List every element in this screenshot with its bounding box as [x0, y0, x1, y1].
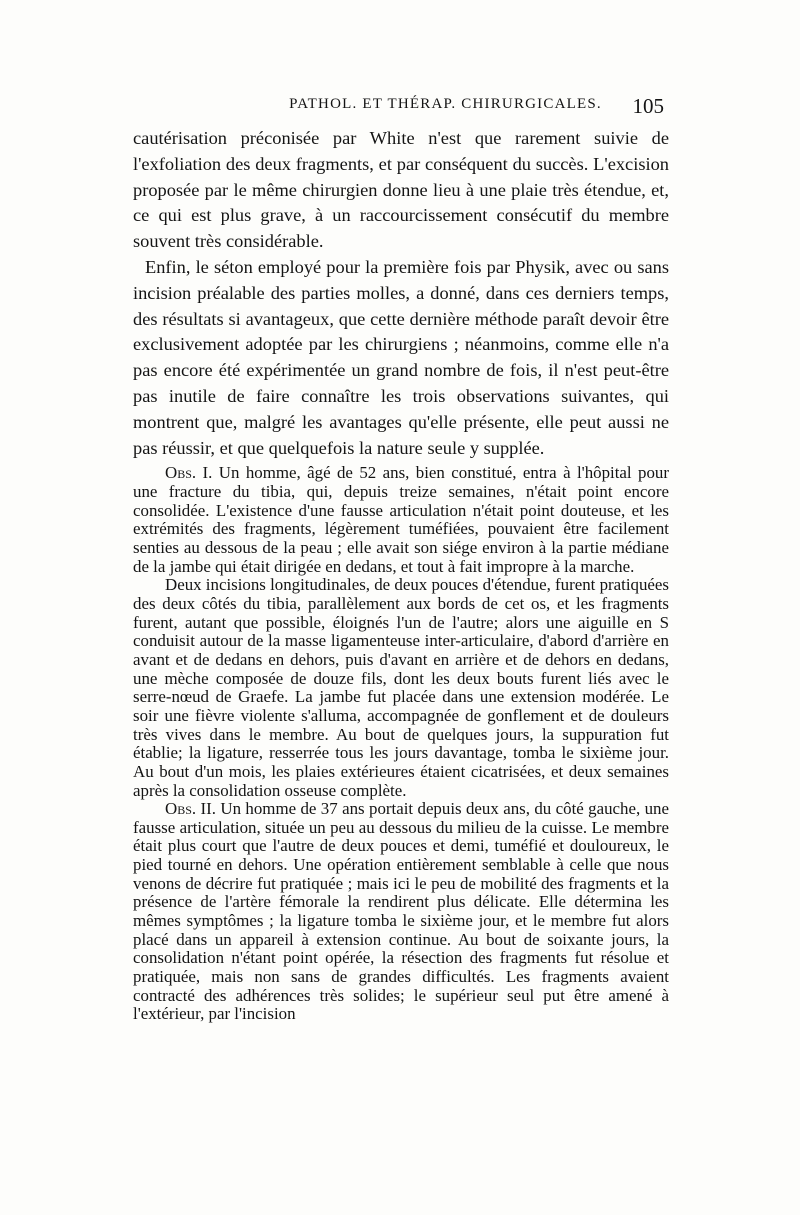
main-text-section	[133, 126, 669, 461]
running-title: PATHOL. ET THÉRAP. CHIRURGICALES.	[289, 96, 602, 112]
observation-text: Deux incisions longitudinales, de deux pouces d'étendue, furent pratiquées des deux côtés du tibia, parallèlement aux bords de cet os, et les fragments furent, autant que possible, éloignés l'un de l'autre; alors une aiguille en S conduisit autour de la masse ligamenteuse inter-articulaire, d'abord d'arrière en avant et de dedans en dehors, puis d'avant en arrière et de dehors en dedans, une mèche composée de douze fils, dont les deux bouts furent liés avec le serre-nœud de Graefe. La jambe fut placée dans une extension modérée. Le soir une fièvre violente s'alluma, accompagnée de gonflement et de douleurs très vives dans le membre. Au bout de quelques jours, la suppuration fut établie; la ligature, resserrée tous les jours davantage, tomba le sixième jour. Au bout d'un mois, les plaies extérieures étaient cicatrisées, et deux semaines après la consolidation osseuse complète.	[133, 575, 669, 800]
observation-paragraph	[133, 800, 669, 1024]
observation-text: Un homme de 37 ans portait depuis deux ans, du côté gauche, une fausse articulation, située un peu au dessous du milieu de la cuisse. Le membre était plus court que l'autre de deux pouces et demi, tuméfié et douloureux, le pied tourné en dehors. Une opération entièrement semblable à celle que nous venons de décrire fut pratiquée ; mais ici le peu de mobilité des fragments et la présence de l'artère fémorale la rendirent plus délicate. Elle détermina les mêmes symptômes ; la ligature tomba le sixième jour, et le membre fut alors placé dans un appareil à extension continue. Au bout de soixante jours, la consolidation n'étant point opérée, la résection des fragments fut résolue et pratiquée, mais non sans de grandes difficultés. Les fragments avaient contracté des adhérences très solides; le supérieur seul put être amené à l'extérieur, par l'incision	[133, 799, 669, 1024]
paragraph: cautérisation préconisée par White n'est que rarement suivie de l'exfoliation des deux fragments, et par conséquent du succès. L'excision proposée par le même chirurgien donne lieu à une plaie très étendue, et, ce qui est plus grave, à un raccourcissement consécutif du membre souvent très considérable.	[133, 128, 669, 252]
page-number: 105	[632, 94, 664, 118]
observation-label: Obs. II.	[165, 799, 216, 819]
observation-label: Obs. I.	[165, 463, 213, 483]
observation-paragraph	[133, 464, 669, 576]
page-body	[133, 126, 669, 1024]
paragraph: Enfin, le séton employé pour la première fois par Physik, avec ou sans incision préalable des parties molles, a donné, dans ces derniers temps, des résultats si avantageux, que cette dernière méthode paraît devoir être exclusivement adoptée par les chirurgiens ; néanmoins, comme elle n'a pas encore été expérimentée un grand nombre de fois, il n'est peut-être pas inutile de faire connaître les trois observations suivantes, qui montrent que, malgré les avantages qu'elle présente, elle peut aussi ne pas réussir, et que quelquefois la nature seule y supplée.	[133, 256, 669, 458]
running-header	[133, 94, 666, 118]
observation-paragraph	[133, 576, 669, 800]
observation-text: Un homme, âgé de 52 ans, bien constitué, entra à l'hôpital pour une fracture du tibia, qui, depuis treize semaines, n'était point encore consolidée. L'existence d'une fausse articulation n'était point douteuse, et les extrémités des fragments, légèrement tuméfiées, pouvaient être facilement senties au dessous de la peau ; elle avait son siége environ à la partie médiane de la jambe qui était dirigée en dedans, et tout à fait impropre à la marche.	[133, 463, 669, 576]
observations-section	[133, 464, 669, 1024]
